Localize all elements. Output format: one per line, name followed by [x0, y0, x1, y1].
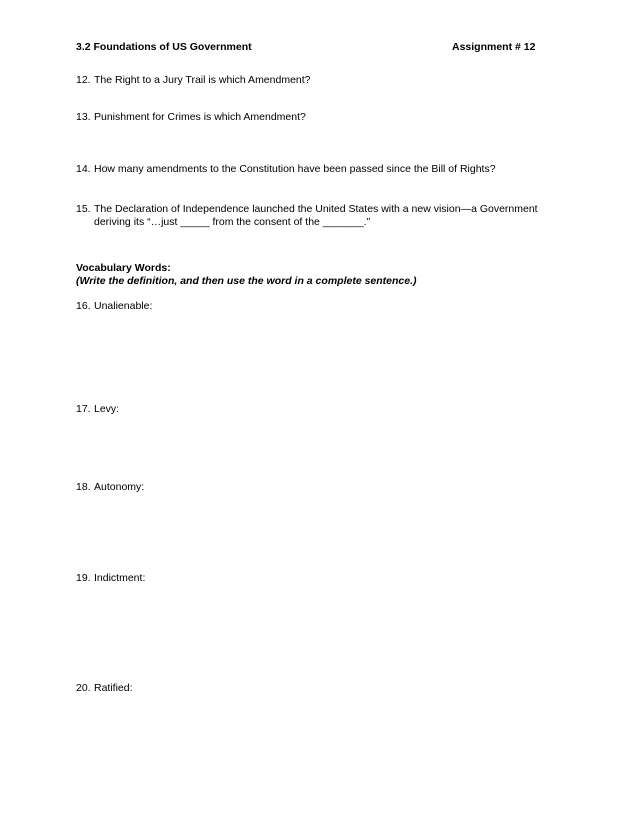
vocab-term: Ratified: [94, 682, 133, 694]
vocab-number: 19. [76, 572, 91, 584]
question-text-continuation: deriving its “…just _____ from the consent of the _______.” [94, 216, 371, 228]
vocab-number: 20. [76, 682, 91, 694]
vocab-item-autonomy [76, 481, 144, 494]
vocab-number: 16. [76, 300, 91, 312]
worksheet-title: 3.2 Foundations of US Government [76, 41, 252, 53]
question-number: 12. [76, 74, 91, 86]
vocabulary-instructions: (Write the definition, and then use the word in a complete sentence.) [76, 275, 417, 287]
question-number: 14. [76, 163, 91, 175]
question-number: 15. [76, 203, 91, 215]
vocab-item-ratified [76, 682, 133, 695]
question-text: The Right to a Jury Trail is which Amendment? [94, 74, 311, 86]
vocab-number: 18. [76, 481, 91, 493]
vocab-item-levy [76, 403, 119, 416]
assignment-number: Assignment # 12 [452, 41, 536, 53]
vocab-item-indictment [76, 572, 145, 585]
vocab-term: Unalienable: [94, 300, 153, 312]
question-15 [76, 203, 546, 229]
vocab-item-unalienable [76, 300, 152, 313]
question-number: 13. [76, 111, 91, 123]
question-14 [76, 163, 546, 176]
vocab-term: Levy: [94, 403, 120, 415]
question-text: The Declaration of Independence launched the United States with a new vision—a Government [94, 203, 538, 215]
vocab-term: Autonomy: [94, 481, 145, 493]
question-text: Punishment for Crimes is which Amendment? [94, 111, 306, 123]
question-text: How many amendments to the Constitution have been passed since the Bill of Rights? [94, 163, 496, 175]
question-13 [76, 111, 546, 124]
question-12 [76, 74, 546, 87]
vocab-number: 17. [76, 403, 91, 415]
vocab-term: Indictment: [94, 572, 146, 584]
vocabulary-heading: Vocabulary Words: [76, 262, 171, 274]
